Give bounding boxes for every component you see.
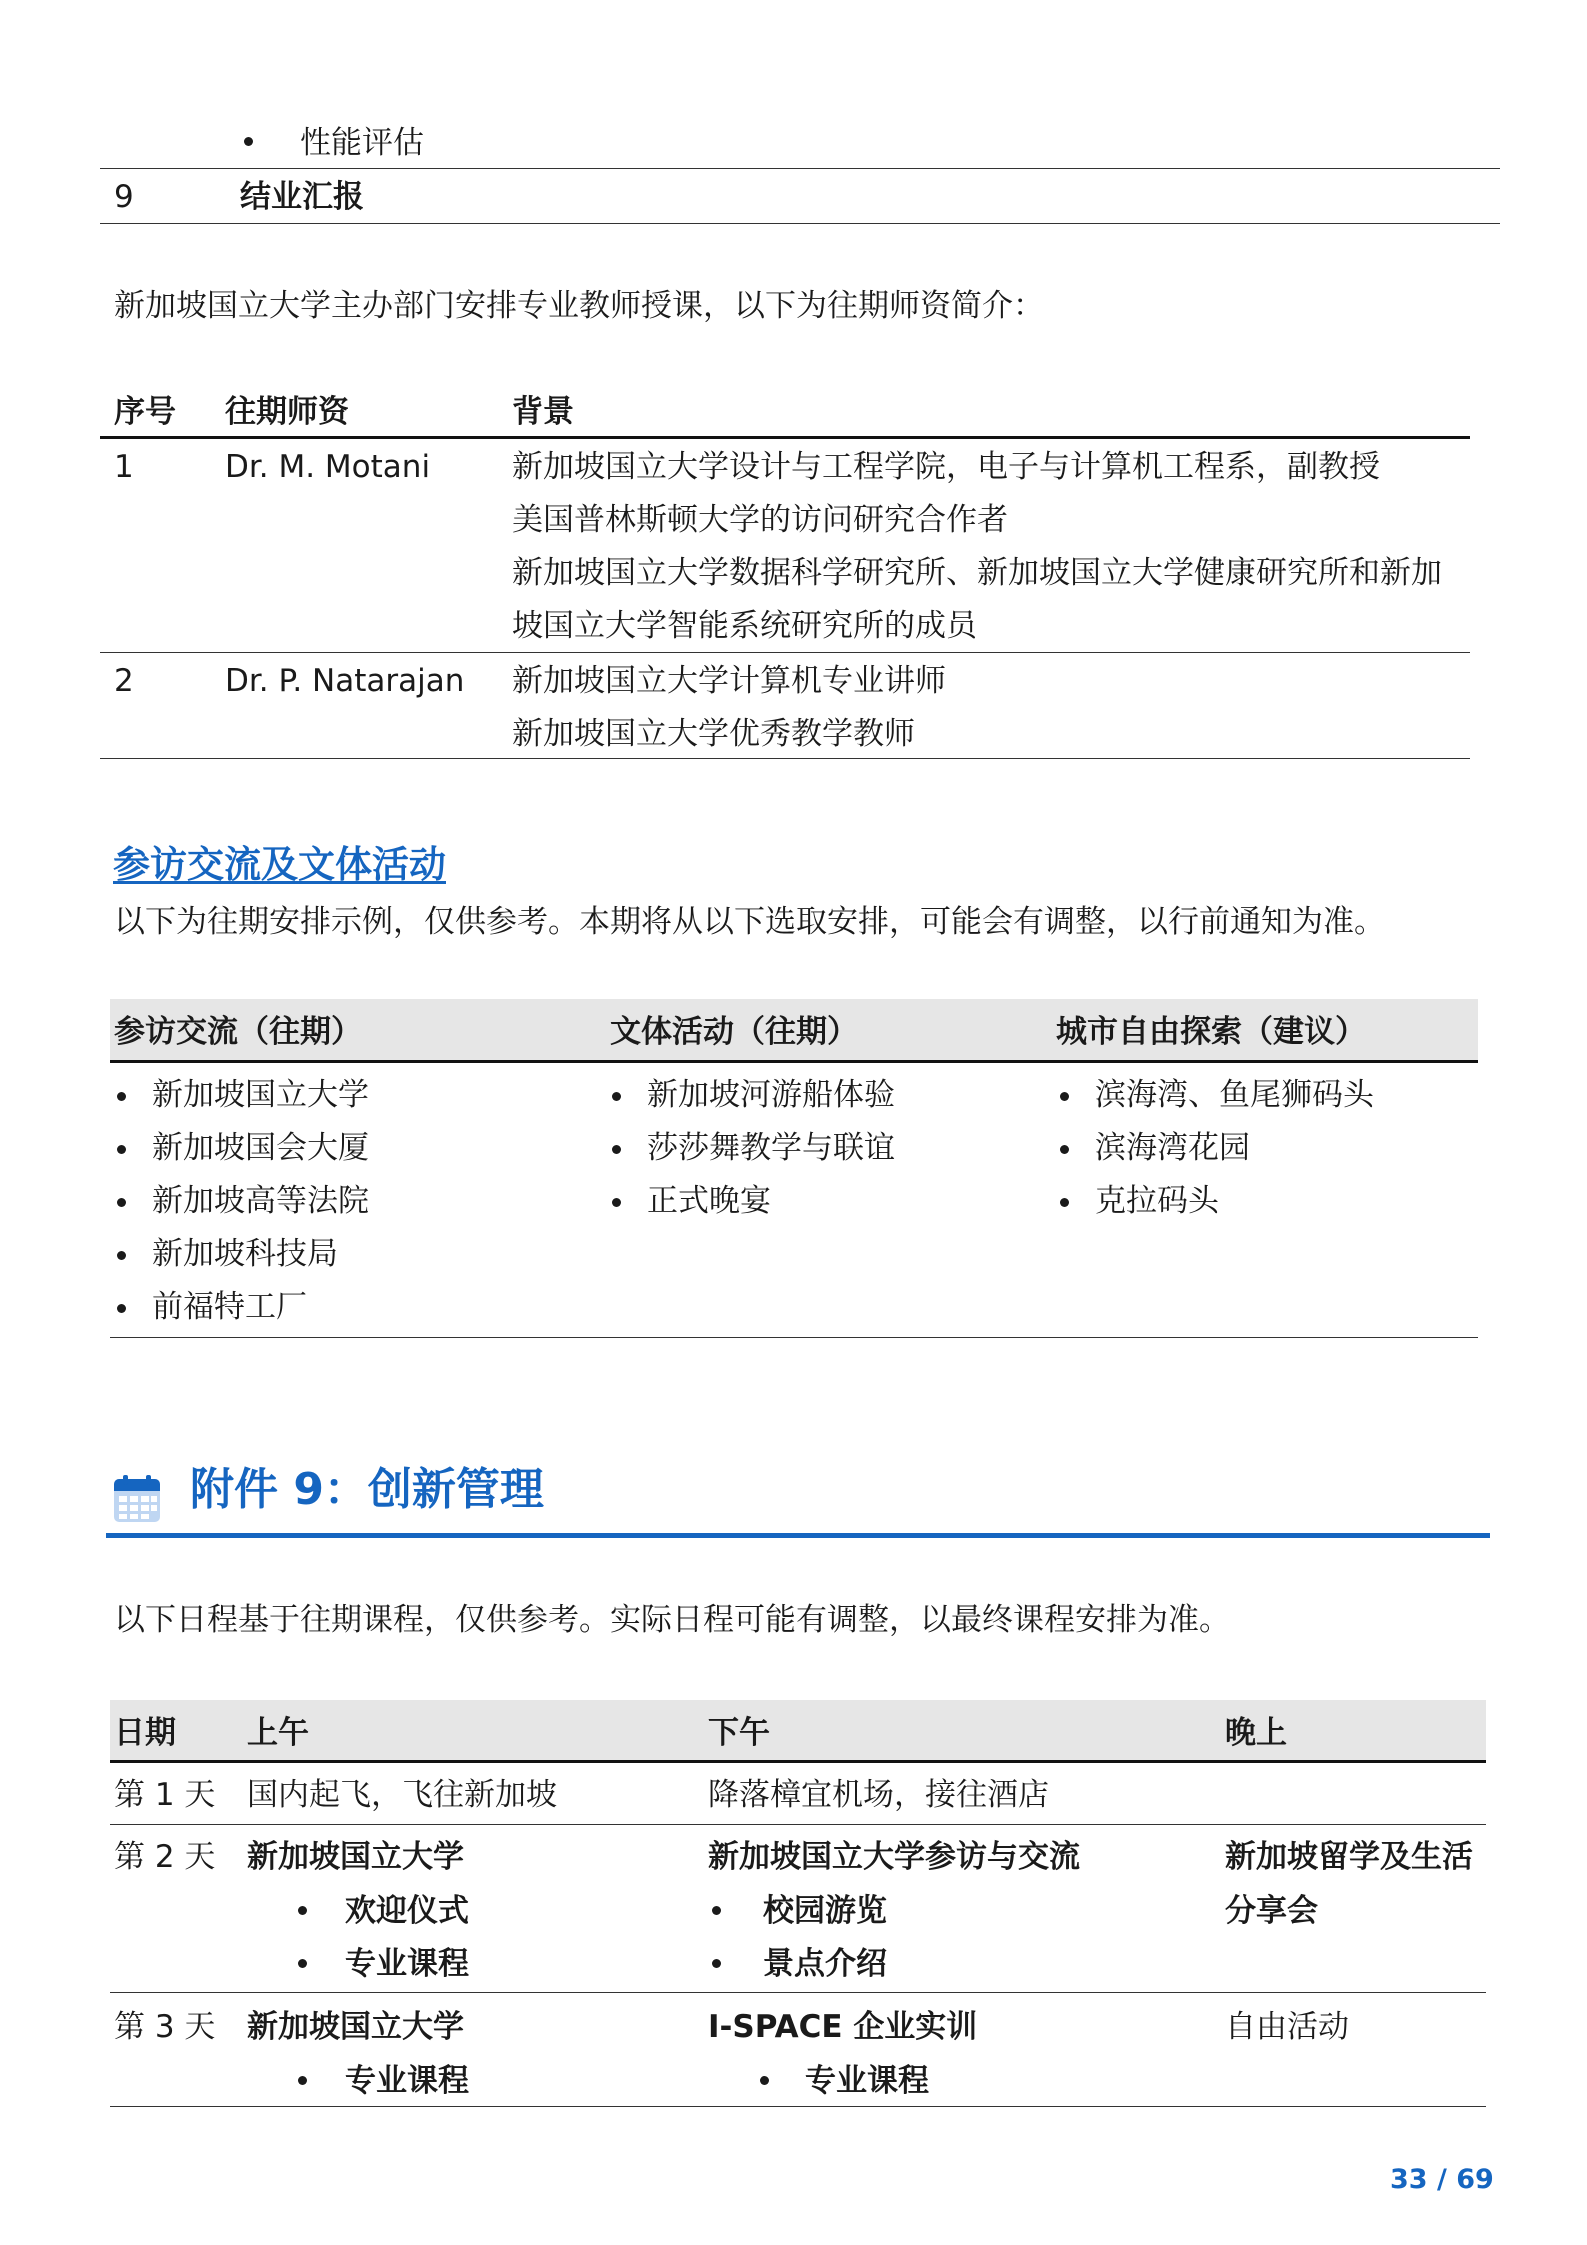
bullet-dot xyxy=(117,1304,126,1313)
faculty-bg-line: 新加坡国立大学计算机专业讲师 xyxy=(512,663,946,699)
faculty-bg-line: 新加坡国立大学数据科学研究所、新加坡国立大学健康研究所和新加 xyxy=(512,555,1442,591)
schedule-date: 第 3 天 xyxy=(114,2009,216,2045)
list-item: 克拉码头 xyxy=(1095,1183,1219,1219)
faculty-name: Dr. M. Motani xyxy=(225,449,431,485)
divider xyxy=(110,1992,1486,1993)
col-header-explore: 城市自由探索（建议） xyxy=(1056,1014,1366,1050)
col-header-afternoon: 下午 xyxy=(708,1715,770,1751)
col-header-num: 序号 xyxy=(114,394,176,430)
bullet-dot xyxy=(298,2076,307,2085)
divider xyxy=(100,758,1470,759)
col-header-evening: 晚上 xyxy=(1225,1715,1287,1751)
schedule-date: 第 1 天 xyxy=(114,1777,216,1813)
list-item: 新加坡高等法院 xyxy=(152,1183,369,1219)
faculty-bg-line: 新加坡国立大学设计与工程学院，电子与计算机工程系，副教授 xyxy=(512,449,1380,485)
table-header-rule xyxy=(110,1060,1478,1063)
bullet-dot xyxy=(117,1092,126,1101)
table-header-rule xyxy=(110,1760,1486,1763)
schedule-afternoon-title: I-SPACE 企业实训 xyxy=(708,2009,978,2045)
schedule-item: 专业课程 xyxy=(805,2063,929,2099)
annex-title-rule xyxy=(106,1533,1490,1538)
list-item: 新加坡国会大厦 xyxy=(152,1130,369,1166)
bullet-dot xyxy=(612,1198,621,1207)
col-header-date: 日期 xyxy=(114,1715,176,1751)
faculty-bg-line: 新加坡国立大学优秀教学教师 xyxy=(512,716,915,752)
bullet-dot xyxy=(612,1092,621,1101)
schedule-evening: 自由活动 xyxy=(1225,2009,1349,2045)
calendar-icon xyxy=(112,1474,162,1524)
section-title-link[interactable]: 参访交流及文体活动 xyxy=(113,843,446,886)
faculty-bg-line: 坡国立大学智能系统研究所的成员 xyxy=(512,608,977,644)
annex-intro: 以下日程基于往期课程，仅供参考。实际日程可能有调整，以最终课程安排为准。 xyxy=(114,1602,1230,1638)
list-item: 前福特工厂 xyxy=(152,1289,307,1325)
bullet-dot xyxy=(117,1198,126,1207)
bullet-dot xyxy=(712,1959,721,1968)
row-number: 2 xyxy=(114,663,134,699)
col-header-visits: 参访交流（往期） xyxy=(114,1014,362,1050)
bullet-dot xyxy=(712,1906,721,1915)
bullet-text: 性能评估 xyxy=(300,125,424,161)
schedule-date: 第 2 天 xyxy=(114,1839,216,1875)
schedule-afternoon-title: 新加坡国立大学参访与交流 xyxy=(708,1839,1080,1875)
list-item: 新加坡河游船体验 xyxy=(647,1077,895,1113)
schedule-afternoon: 降落樟宜机场，接往酒店 xyxy=(708,1777,1049,1813)
bullet-dot xyxy=(298,1959,307,1968)
list-item: 滨海湾花园 xyxy=(1095,1130,1250,1166)
schedule-morning-title: 新加坡国立大学 xyxy=(247,1839,464,1875)
schedule-evening-line: 分享会 xyxy=(1225,1893,1318,1929)
bullet-dot xyxy=(1060,1092,1069,1101)
bullet-dot xyxy=(1060,1145,1069,1154)
bullet-dot xyxy=(244,137,253,146)
bullet-dot xyxy=(117,1251,126,1260)
divider xyxy=(100,168,1500,169)
schedule-evening-line: 新加坡留学及生活 xyxy=(1225,1839,1473,1875)
schedule-item: 校园游览 xyxy=(763,1893,887,1929)
table-header-rule xyxy=(100,436,1470,439)
col-header-background: 背景 xyxy=(512,394,574,430)
bullet-dot xyxy=(612,1145,621,1154)
col-header-faculty: 往期师资 xyxy=(225,394,349,430)
page-number: 33 / 69 xyxy=(1390,2164,1494,2195)
schedule-item: 专业课程 xyxy=(345,1946,469,1982)
schedule-item: 专业课程 xyxy=(345,2063,469,2099)
schedule-morning: 国内起飞，飞往新加坡 xyxy=(247,1777,557,1813)
faculty-bg-line: 美国普林斯顿大学的访问研究合作者 xyxy=(512,502,1008,538)
row-title: 结业汇报 xyxy=(240,179,364,215)
row-number: 9 xyxy=(114,179,134,215)
list-item: 正式晚宴 xyxy=(647,1183,771,1219)
divider xyxy=(110,2106,1486,2107)
schedule-morning-title: 新加坡国立大学 xyxy=(247,2009,464,2045)
faculty-name: Dr. P. Natarajan xyxy=(225,663,465,699)
faculty-intro: 新加坡国立大学主办部门安排专业教师授课，以下为往期师资简介： xyxy=(114,288,1044,324)
bullet-dot xyxy=(298,1906,307,1915)
list-item: 新加坡科技局 xyxy=(152,1236,338,1272)
bullet-dot xyxy=(117,1145,126,1154)
bullet-dot xyxy=(760,2076,769,2085)
schedule-item: 景点介绍 xyxy=(763,1946,887,1982)
list-item: 莎莎舞教学与联谊 xyxy=(647,1130,895,1166)
divider xyxy=(110,1337,1478,1338)
annex-title: 附件 9：创新管理 xyxy=(190,1464,544,1515)
divider xyxy=(100,652,1470,653)
list-item: 滨海湾、鱼尾狮码头 xyxy=(1095,1077,1374,1113)
col-header-activities: 文体活动（往期） xyxy=(610,1014,858,1050)
schedule-item: 欢迎仪式 xyxy=(345,1893,469,1929)
divider xyxy=(100,223,1500,224)
section-intro: 以下为往期安排示例，仅供参考。本期将从以下选取安排，可能会有调整，以行前通知为准。 xyxy=(114,904,1385,940)
list-item: 新加坡国立大学 xyxy=(152,1077,369,1113)
row-number: 1 xyxy=(114,449,134,485)
col-header-morning: 上午 xyxy=(247,1715,309,1751)
divider xyxy=(110,1824,1486,1825)
bullet-dot xyxy=(1060,1198,1069,1207)
